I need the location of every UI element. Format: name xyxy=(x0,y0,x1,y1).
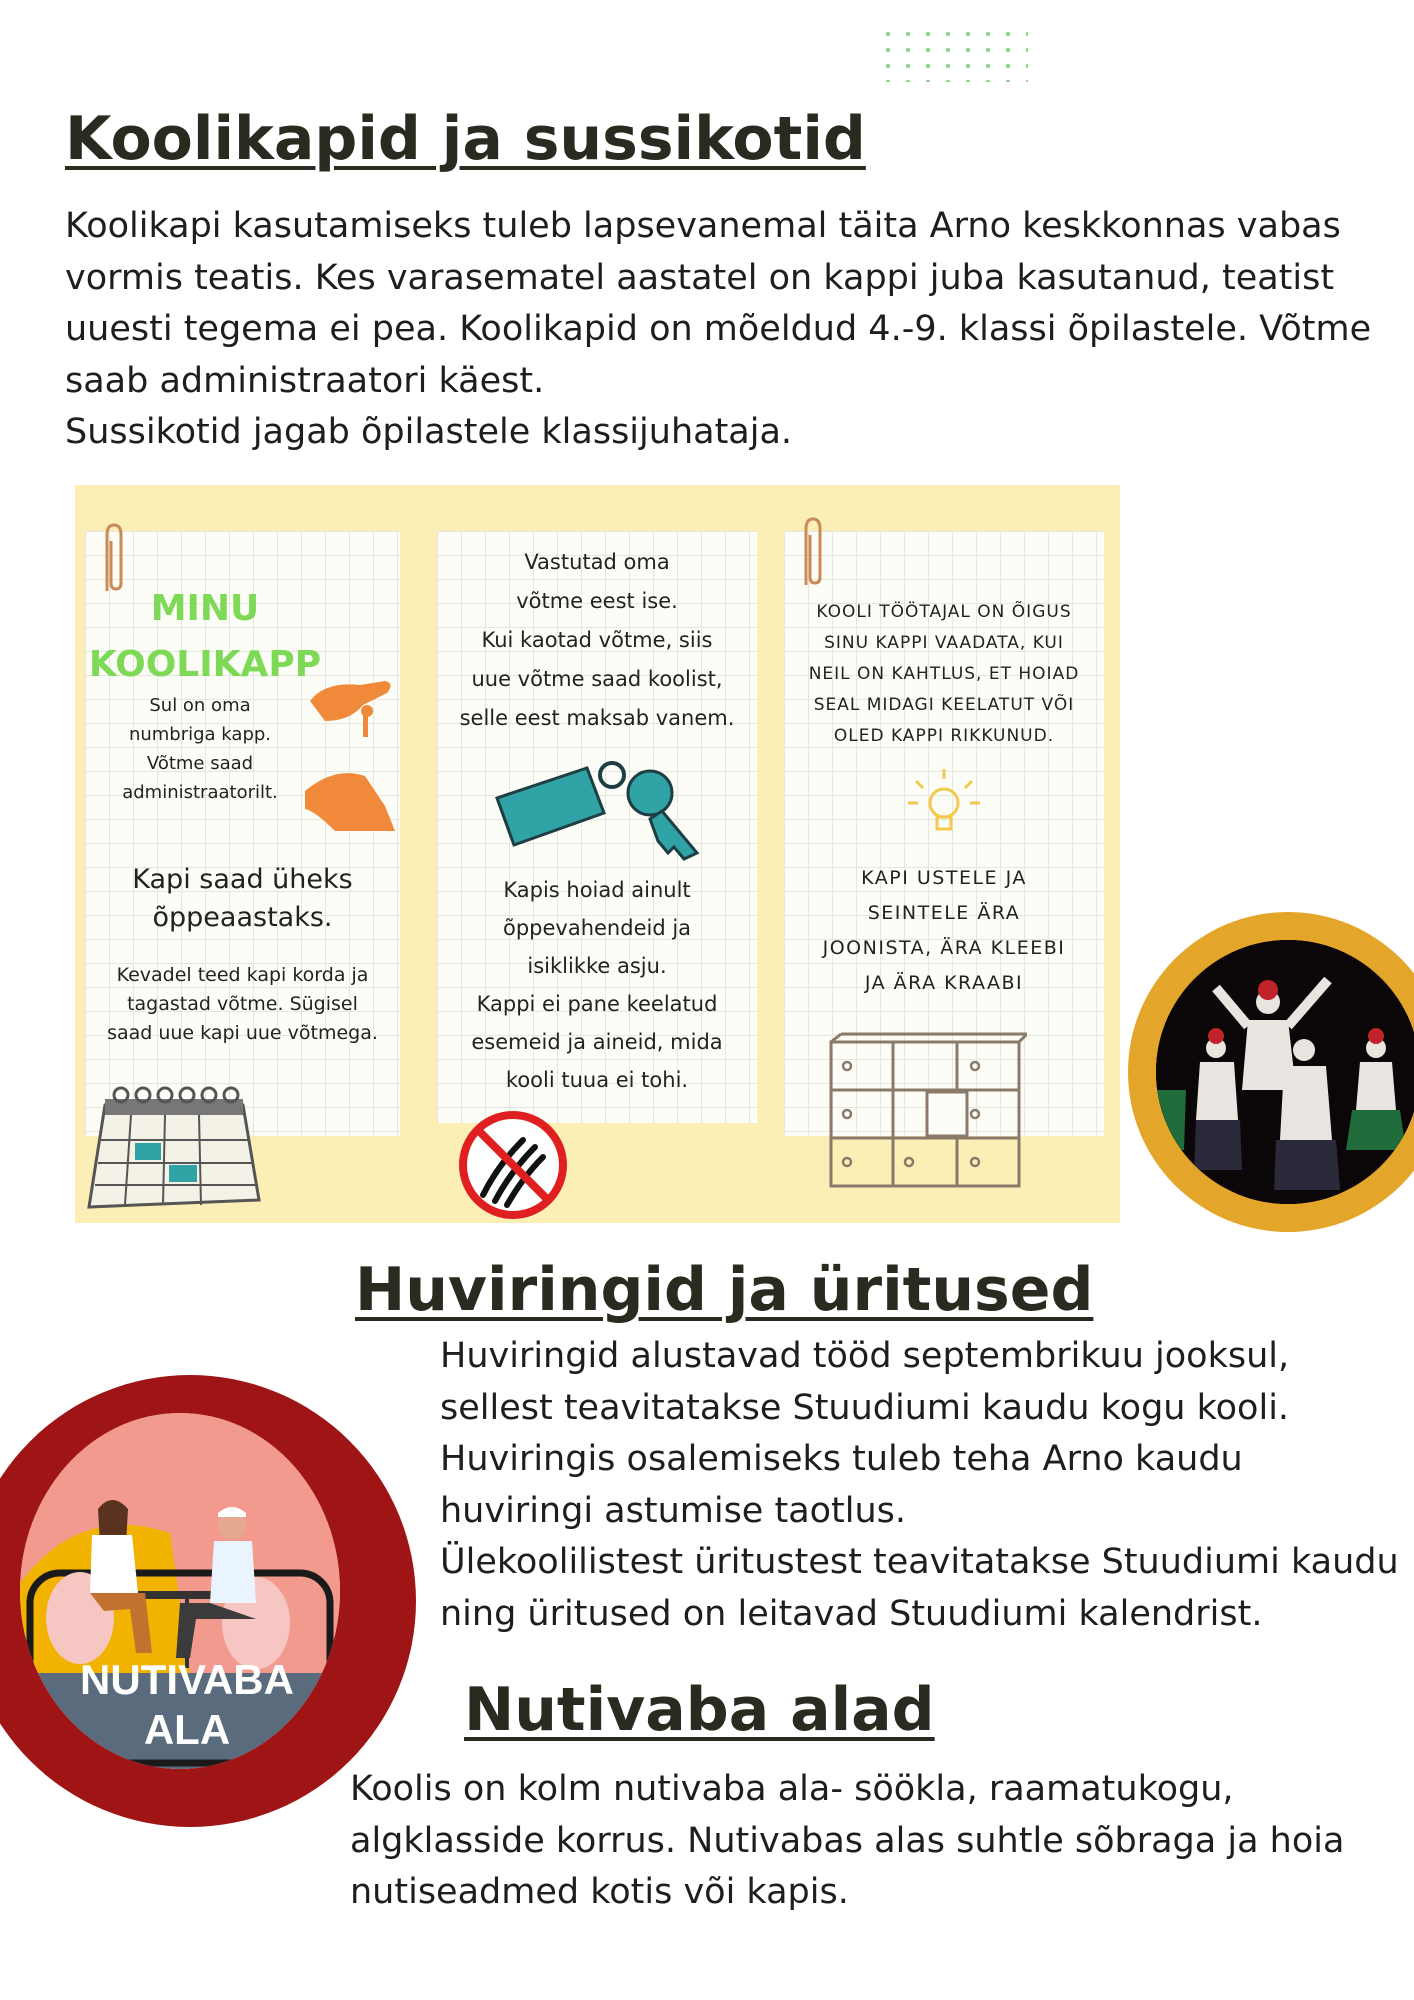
paperclip-icon xyxy=(798,515,828,595)
text-line: Vastutad oma xyxy=(524,550,670,574)
text-line: ning üritused on leitavad Stuudiumi kalendrist. xyxy=(440,1593,1263,1634)
lockers-icon xyxy=(827,1032,1027,1190)
text-line: Ülekoolilistest üritustest teavitatakse Stuudiumi kaudu xyxy=(440,1542,1399,1582)
flyer-panel-my-locker xyxy=(85,531,400,1136)
text-line: Sul on oma xyxy=(149,695,251,716)
text-line: administraatorilt. xyxy=(122,782,278,803)
decorative-dots xyxy=(878,26,1028,82)
panel-year xyxy=(85,861,400,937)
text-line: numbriga kapp. xyxy=(128,724,272,745)
label-line: ALA xyxy=(143,1706,231,1753)
text-line: Huviringis osalemiseks tuleb teha Arno kaudu xyxy=(440,1439,1243,1479)
text-line: õppeaastaks. xyxy=(152,902,333,933)
text-line: Kappi ei pane keelatud xyxy=(476,992,718,1016)
panel-doors-text xyxy=(784,861,1104,1001)
heading-phone-free: Nutivaba alad xyxy=(464,1675,935,1745)
text-line: saab administraatori käest. xyxy=(65,360,545,401)
text-line: algklasside korrus. Nutivabas alas suhtle sõbraga ja hoia xyxy=(350,1820,1345,1861)
text-line: OLED KAPPI RIKKUNUD. xyxy=(833,726,1055,746)
text-line: SEINTELE ÄRA xyxy=(867,902,1021,924)
text-line: Võtme saad xyxy=(146,753,254,774)
text-line: NEIL ON KAHTLUS, ET HOIAD xyxy=(808,664,1080,684)
label-line: NUTIVABA xyxy=(80,1656,294,1703)
text-line: KAPI USTELE JA xyxy=(861,867,1027,889)
text-line: Kapi saad üheks xyxy=(132,864,353,895)
text-line: Kapis hoiad ainult xyxy=(503,878,691,902)
panel-spring xyxy=(85,961,400,1048)
phone-free-badge xyxy=(0,1375,416,1827)
text-line: saad uue kapi uue võtmega. xyxy=(107,1022,378,1044)
heading-lockers: Koolikapid ja sussikotid xyxy=(65,104,866,174)
calendar-icon xyxy=(83,1085,263,1210)
text-line: Huviringid alustavad tööd septembrikuu jooksul, xyxy=(440,1336,1290,1376)
text-line: JOONISTA, ÄRA KLEEBI xyxy=(822,937,1066,959)
text-line: uuesti tegema ei pea. Koolikapid on mõeldud 4.-9. klassi õpilastele. Võtme xyxy=(65,309,1372,349)
text-line: Kui kaotad võtme, siis xyxy=(481,628,713,652)
paragraph-phone-free xyxy=(350,1764,1344,1919)
text-line: selle eest maksab vanem. xyxy=(459,706,735,730)
lightbulb-icon xyxy=(904,763,984,843)
panel-intro xyxy=(95,691,305,807)
text-line: isiklikke asju. xyxy=(527,954,667,978)
text-line: tagastad võtme. Sügisel xyxy=(127,993,358,1015)
text-line: huviringi astumise taotlus. xyxy=(440,1490,907,1531)
text-line: nutiseadmed kotis või kapis. xyxy=(350,1872,849,1912)
paragraph-lockers xyxy=(65,201,1371,459)
text-line: Koolis on kolm nutivaba ala- söökla, raamatukogu, xyxy=(350,1769,1234,1809)
hand-with-key-icon xyxy=(305,671,400,831)
text-line: JA ÄRA KRAABI xyxy=(864,972,1024,994)
heading-clubs: Huviringid ja üritused xyxy=(355,1255,1094,1325)
panel-key-text xyxy=(437,543,757,738)
title-line: KOOLIKAPP xyxy=(88,644,322,685)
key-icon xyxy=(492,753,712,863)
text-line: KOOLI TÖÖTAJAL ON ÕIGUS xyxy=(816,602,1072,622)
text-line: vormis teatis. Kes varasematel aastatel on kappi juba kasutanud, teatist xyxy=(65,257,1335,298)
text-line: Sussikotid jagab õpilastele klassijuhataja. xyxy=(65,412,793,452)
panel-title xyxy=(85,581,325,693)
phone-free-label xyxy=(32,1655,342,1755)
locker-flyer xyxy=(75,485,1120,1223)
text-line: võtme eest ise. xyxy=(516,589,678,613)
text-line: sellest teavitatakse Stuudiumi kaudu kogu kooli. xyxy=(440,1387,1290,1428)
prohibited-icon xyxy=(453,1105,573,1225)
text-line: SINU KAPPI VAADATA, KUI xyxy=(824,633,1064,653)
flyer-panel-key xyxy=(437,531,757,1123)
text-line: Koolikapi kasutamiseks tuleb lapsevanemal täita Arno keskkonnas vabas xyxy=(65,206,1341,246)
text-line: esemeid ja aineid, mida xyxy=(471,1030,723,1054)
text-line: uue võtme saad koolist, xyxy=(471,667,723,691)
title-line: MINU xyxy=(150,588,260,629)
text-line: kooli tuua ei tohi. xyxy=(505,1068,689,1092)
panel-items-text xyxy=(437,871,757,1099)
panel-rights-text xyxy=(784,597,1104,752)
text-line: Kevadel teed kapi korda ja xyxy=(116,964,369,986)
text-line: õppevahendeid ja xyxy=(502,916,692,940)
dance-photo-circle xyxy=(1128,912,1414,1232)
text-line: SEAL MIDAGI KEELATUT VÕI xyxy=(813,695,1075,715)
folk-dance-photo xyxy=(1156,940,1414,1204)
paragraph-clubs xyxy=(440,1331,1399,1640)
